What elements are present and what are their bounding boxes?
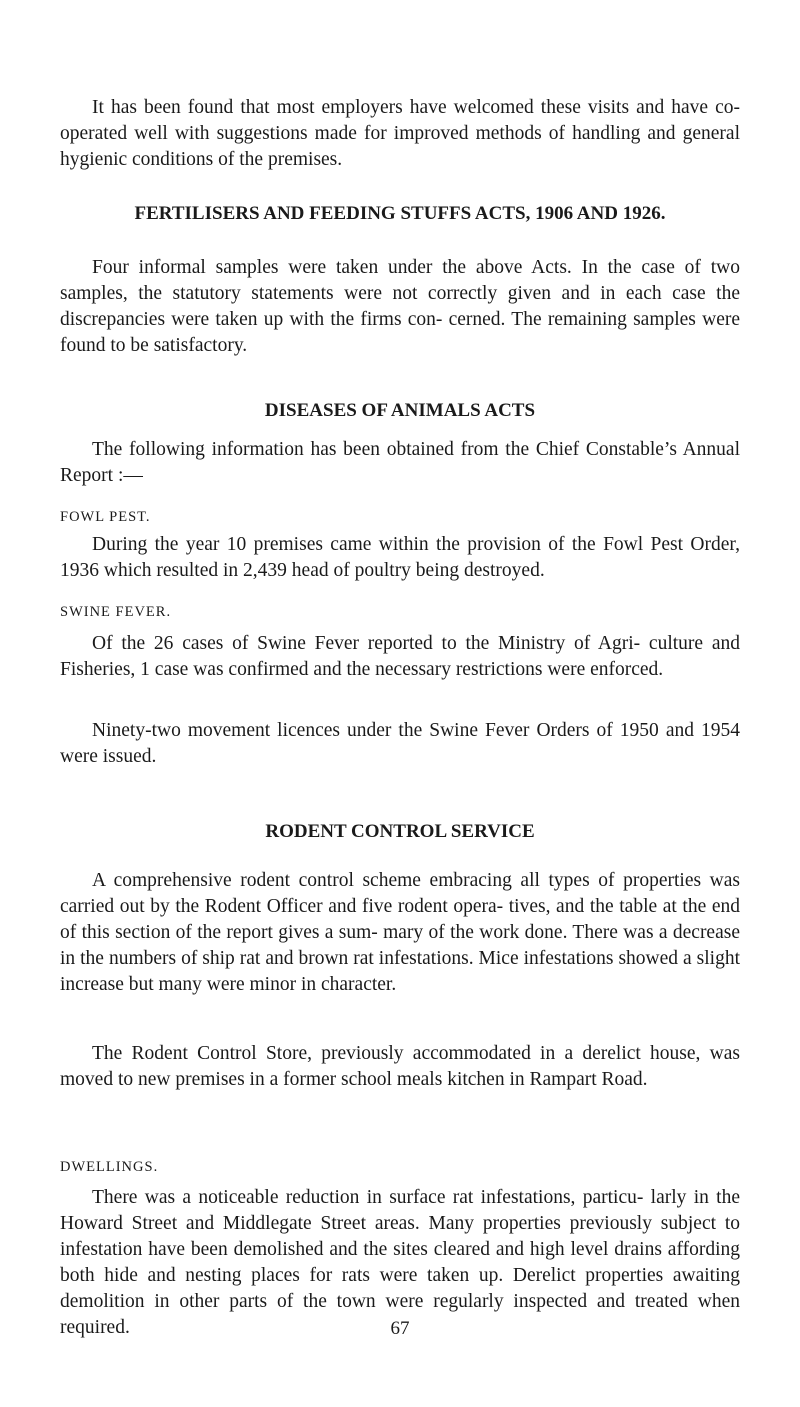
swine-fever-paragraph-1: Of the 26 cases of Swine Fever reported to the Ministry of Agri- culture and Fisheries, 1 case was confirmed and the necessary restrictions were enforced. [60,633,740,680]
page-number: 67 [390,1318,410,1339]
diseases-heading: DISEASES OF ANIMALS ACTS [264,400,536,421]
diseases-intro-paragraph: The following information has been obtained from the Chief Constable’s Annual Report :— [60,439,740,486]
fowl-pest-subheading: FOWL PEST. [60,509,151,525]
swine-fever-paragraph-2: Ninety-two movement licences under the Swine Fever Orders of 1950 and 1954 were issued. [60,720,740,767]
rodent-heading: RODENT CONTROL SERVICE [265,821,535,842]
dwellings-subheading: DWELLINGS. [60,1159,159,1175]
intro-paragraph: It has been found that most employers have welcomed these visits and have co-operated well with suggestions made for improved methods of handling and general hygienic conditions of the premises. [60,97,740,170]
fertilisers-heading: FERTILISERS AND FEEDING STUFFS ACTS, 1906 AND 1926. [134,203,666,224]
rodent-paragraph-1: A comprehensive rodent control scheme embracing all types of properties was carried out by the Rodent Officer and five rodent opera- tives, and the table at the end of this section of the report gives a sum- mary of the work done. There was a decrease in the numbers of ship rat and brown rat infestations. Mice infestations showed a slight increase but many were minor in character. [60,870,740,995]
fertilisers-paragraph: Four informal samples were taken under the above Acts. In the case of two samples, the statutory statements were not correctly given and in each case the discrepancies were taken up with the firms con- cerned. The remaining samples were found to be satisfactory. [60,257,740,356]
fowl-pest-paragraph: During the year 10 premises came within the provision of the Fowl Pest Order, 1936 which resulted in 2,439 head of poultry being destroyed. [60,534,740,581]
rodent-paragraph-2: The Rodent Control Store, previously accommodated in a derelict house, was moved to new premises in a former school meals kitchen in Rampart Road. [60,1043,740,1090]
dwellings-paragraph: There was a noticeable reduction in surface rat infestations, particu- larly in the Howard Street and Middlegate Street areas. Many properties previously subject to infestation have been demolished and the sites cleared and high level drains affording both hide and nesting places for rats were taken up. Derelict properties awaiting demolition in other parts of the town were regularly inspected and treated when required. [60,1187,740,1338]
swine-fever-subheading: SWINE FEVER. [60,604,172,620]
